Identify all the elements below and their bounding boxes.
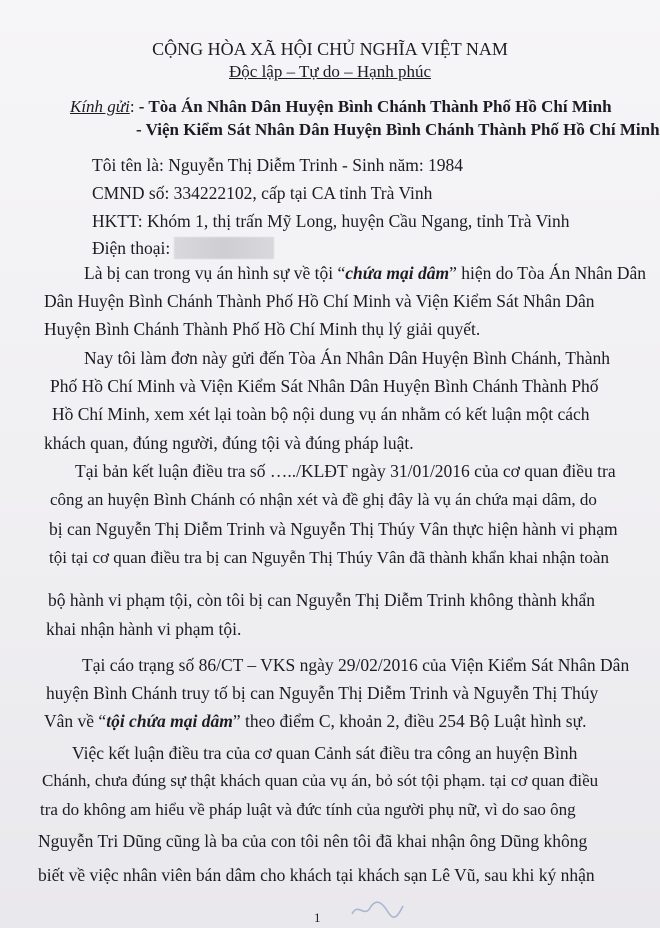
p3-line-3: bị can Nguyễn Thị Diễm Trinh và Nguyễn Thị Thúy Vân thực hiện hành vi phạm	[49, 519, 618, 539]
handwriting-mark	[350, 898, 405, 920]
applicant-name: Tôi tên là: Nguyễn Thị Diễm Trinh - Sinh năm: 1984	[92, 155, 464, 175]
p1-line-1	[84, 262, 646, 284]
recipient-colon: :	[129, 97, 135, 116]
national-title: CỘNG HÒA XÃ HỘI CHỦ NGHĨA VIỆT NAM	[152, 39, 508, 59]
p1-charge: chứa mại dâm	[345, 263, 450, 283]
applicant-id: CMND số: 334222102, cấp tại CA tỉnh Trà Vinh	[92, 183, 433, 203]
recipient-procuracy: - Viện Kiểm Sát Nhân Dân Huyện Bình Chánh Thành Phố Hồ Chí Minh	[136, 120, 660, 139]
p3-line-6: khai nhận hành vi phạm tội.	[46, 619, 242, 639]
p3-line-1: Tại bản kết luận điều tra số …../KLĐT ngày 31/01/2016 của cơ quan điều tra	[75, 461, 616, 481]
p4-charge: tội chứa mại dâm	[106, 711, 233, 731]
phone-label: Điện thoại:	[92, 238, 171, 258]
recipient-line-1	[70, 96, 612, 118]
p1-line-2: Dân Huyện Bình Chánh Thành Phố Hồ Chí Minh và Viện Kiểm Sát Nhân Dân	[44, 291, 595, 311]
p1-text-a: Là bị can trong vụ án hình sự về tội “	[84, 263, 346, 283]
p5-line-3: tra do không am hiểu về pháp luật và đức tính của người phụ nữ, vì do sao ông	[40, 800, 576, 819]
motto	[0, 61, 660, 83]
p2-line-1: Nay tôi làm đơn này gửi đến Tòa Án Nhân Dân Huyện Bình Chánh, Thành	[84, 348, 610, 368]
p3-line-5: bộ hành vi phạm tội, còn tôi bị can Nguyễn Thị Diễm Trinh không thành khẩn	[48, 590, 595, 610]
applicant-phone	[92, 237, 274, 259]
recipient-label: Kính gửi	[70, 97, 130, 116]
p5-line-4: Nguyễn Tri Dũng cũng là ba của con tôi nên tôi đã khai nhận ông Dũng không	[38, 831, 588, 851]
p4-line-2: huyện Bình Chánh truy tố bị can Nguyễn Thị Diễm Trinh và Nguyễn Thị Thúy	[46, 683, 599, 703]
p2-line-2: Phố Hồ Chí Minh và Viện Kiểm Sát Nhân Dân Huyện Bình Chánh Thành Phố	[50, 376, 599, 396]
p3-line-4: tội tại cơ quan điều tra bị can Nguyễn Thị Thúy Vân đã thành khẩn khai nhận toàn	[49, 548, 609, 567]
p4-line-3	[44, 710, 586, 732]
p5-line-1: Việc kết luận điều tra của cơ quan Cảnh sát điều tra công an huyện Bình	[72, 743, 578, 763]
p5-line-5: biết về việc nhân viên bán dâm cho khách tại khách sạn Lê Vũ, sau khi ký nhận	[38, 865, 595, 885]
p3-line-2: công an huyện Bình Chánh có nhận xét và đề ghị đây là vụ án chứa mại dâm, do	[50, 490, 597, 509]
p4-line-1: Tại cáo trạng số 86/CT – VKS ngày 29/02/2016 của Viện Kiểm Sát Nhân Dân	[82, 655, 630, 675]
motto-text: Độc lập – Tự do – Hạnh phúc	[229, 62, 431, 81]
redacted-phone	[174, 237, 274, 259]
p1-line-3: Huyện Bình Chánh Thành Phố Hồ Chí Minh thụ lý giải quyết.	[44, 319, 481, 339]
p5-line-2: Chánh, chưa đúng sự thật khách quan của vụ án, bỏ sót tội phạm. tại cơ quan điều	[42, 771, 599, 790]
p4-text-c: ” theo điểm C, khoản 2, điều 254 Bộ Luật hình sự.	[232, 711, 587, 731]
p2-line-4: khách quan, đúng người, đúng tội và đúng pháp luật.	[44, 433, 414, 453]
applicant-address: HKTT: Khóm 1, thị trấn Mỹ Long, huyện Cầu Ngang, tỉnh Trà Vinh	[92, 211, 570, 231]
p4-text-a: Vân về “	[44, 711, 107, 731]
p2-line-3: Hồ Chí Minh, xem xét lại toàn bộ nội dung vụ án nhằm có kết luận một cách	[52, 404, 590, 424]
p1-text-c: ” hiện do Tòa Án Nhân Dân	[449, 263, 647, 283]
page-number: 1	[314, 910, 321, 925]
recipient-court: - Tòa Án Nhân Dân Huyện Bình Chánh Thành Phố Hồ Chí Minh	[138, 97, 612, 116]
